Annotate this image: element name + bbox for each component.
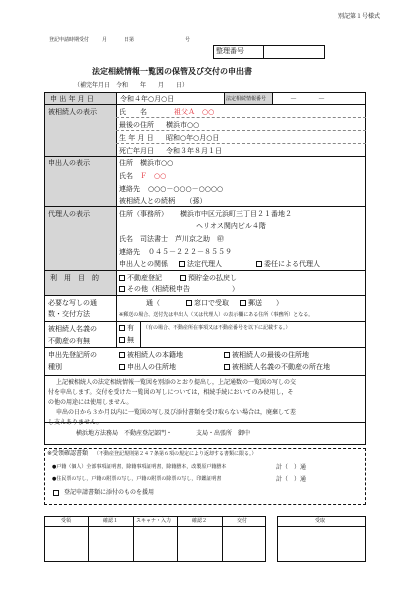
purpose-deposit-label: 預貯金の払戻し	[188, 274, 237, 282]
inheritance-info-number-label: 法定相続情報番号	[226, 96, 267, 102]
copies-note: ※郵送の場合、送付先は申出人（又は代理人）の表示欄にある住所（事務所）となる。	[119, 312, 314, 318]
form-title: 法定相続情報一覧図の保管及び交付の申出書	[92, 67, 252, 76]
office-property-location-checkbox[interactable]	[224, 364, 230, 370]
counter-pickup-checkbox[interactable]	[186, 300, 192, 306]
seiri-field[interactable]	[264, 46, 324, 58]
agent-address-value[interactable]: 横浜市中区元浜町三丁目２１番地２	[180, 210, 292, 218]
addressee: 横浜地方法務局 不動産登記部門・ 支局・出張所 御中	[76, 430, 251, 437]
legal-agent-checkbox[interactable]	[179, 261, 185, 267]
confirmation-line-1: ●戸籍（個人）全部事項証明書，除籍事項証明書，除籍謄本，改製原戸籍謄本	[52, 464, 227, 470]
declaration-line-3: の他の用途には使用しません。	[48, 399, 133, 406]
confirmation-line-2: ●住民票の写し，戸籍の附票の写し，戸籍の附票の除票の写し，印鑑証明書	[52, 476, 222, 482]
declaration-line-1: 上記被相続人の法定相続情報一覧図を別添のとおり提出し，上記通数の一覧図の写しの交	[56, 379, 297, 386]
reuse-documents-checkbox[interactable]	[53, 490, 59, 496]
inheritance-info-number-value[interactable]: － －	[290, 95, 325, 103]
receipt-day: 日第	[124, 37, 135, 43]
copies-label-line2: 数・交付方法	[48, 310, 90, 318]
agent-tel-value[interactable]: ０４５－２２２－８５５９	[148, 248, 232, 256]
agent-address-building[interactable]: ヘリオス関内ビル４階	[196, 222, 266, 230]
realestate-label-line2: 不動産の有無	[48, 337, 90, 345]
agent-name-label: 氏名	[119, 235, 133, 243]
office-last-address-label: 被相続人の最後の住所地	[232, 351, 309, 359]
decedent-name-label: 氏 名	[119, 108, 147, 116]
office-last-address-checkbox[interactable]	[224, 352, 230, 358]
counter-pickup-label: 窓口で受取	[194, 299, 229, 307]
realestate-yes-label: 有	[127, 324, 134, 332]
agent-tel-label: 連絡先	[119, 248, 140, 256]
purpose-other-checkbox[interactable]	[119, 286, 125, 292]
stamp-header-pickup: 受取	[315, 518, 326, 524]
confirmation-line-2-count[interactable]: 計（ ）通	[276, 476, 307, 483]
applicant-name-label: 氏名	[119, 172, 133, 180]
stamp-header-received: 受領	[61, 518, 72, 524]
decedent-birth-label: 生 年 月 日	[119, 134, 154, 142]
stamp-header-scan: スキャナ・入力	[136, 518, 172, 524]
agent-name-value[interactable]: 司法書士 芦川京之助 ㊞	[140, 235, 224, 243]
applicant-name-value[interactable]: Ｆ ○○	[140, 172, 167, 180]
realestate-label-line1: 被相続人名義の	[48, 325, 97, 333]
realestate-no-checkbox[interactable]	[119, 337, 125, 343]
form-id-label: 別記第１号様式	[338, 13, 381, 20]
seiri-label: 整理番号	[216, 47, 244, 55]
decedent-address-label: 最後の住所	[119, 121, 154, 129]
applicant-address-value[interactable]: 横浜市○○	[140, 159, 174, 167]
realestate-no-label: 無	[127, 336, 134, 344]
applicant-label: 申出人の表示	[48, 159, 90, 167]
copies-close-paren: ）	[276, 299, 283, 307]
applicant-relation[interactable]: 被相続人との続柄 （孫）	[119, 197, 207, 205]
receipt-month: 月	[102, 37, 108, 43]
mail-label: 郵送	[248, 299, 262, 307]
decedent-label: 被相続人の表示	[48, 108, 97, 116]
stamp-header-check1: 確認１	[103, 518, 119, 524]
decedent-address-value[interactable]: 横浜市○○	[166, 121, 200, 129]
confirmation-line-3: 登記申請書類に添付のものを援用	[64, 489, 155, 496]
legal-agent-label: 法定代理人	[187, 260, 222, 268]
decedent-death-label: 死亡年月日	[119, 147, 154, 155]
applicant-tel-value[interactable]: ○○○－○○○－○○○○	[148, 185, 224, 193]
delegated-agent-label: 委任による代理人	[264, 260, 320, 268]
purpose-deposit-checkbox[interactable]	[180, 275, 186, 281]
delegated-agent-checkbox[interactable]	[256, 261, 262, 267]
applicant-address-label: 住所	[119, 159, 133, 167]
office-applicant-address-label: 申出人の住所地	[127, 363, 176, 371]
office-label-line1: 申出先登記所の	[48, 351, 97, 359]
copies-count-value[interactable]: 通（	[146, 299, 160, 307]
office-label-line2: 種別	[48, 363, 62, 371]
stamp-header-check2: 確認２	[192, 518, 208, 524]
realestate-note: （有の場合、不動産所在事項又は不動産番号を以下に記載する。）	[143, 325, 291, 331]
receipt-label: 登記申請時期受付	[49, 37, 90, 43]
realestate-yes-checkbox[interactable]	[119, 325, 125, 331]
copies-label-line1: 必要な写しの通	[48, 299, 97, 307]
receipt-number: 号	[185, 37, 191, 43]
agent-address-label: 住所（事務所）	[119, 210, 168, 218]
date-label: 申 出 年 月 日	[50, 95, 94, 103]
disposal-notice-line-2: し支えありません。	[48, 419, 103, 426]
applicant-tel-label: 連絡先	[119, 185, 140, 193]
date-value[interactable]: 令和４年○月○日	[120, 95, 175, 103]
decedent-death-value[interactable]: 令和３年８月１日	[166, 147, 222, 155]
agent-relation-label: 申出人との関係	[119, 260, 168, 268]
decedent-name-value[interactable]: 祖父Ａ ○○	[174, 108, 215, 116]
office-applicant-address-checkbox[interactable]	[119, 364, 125, 370]
disposal-notice-line-1: 申出の日から３か月以内に一覧図の写し及び添付書類を受け取らない場合は，廃棄して差	[56, 409, 297, 416]
office-property-location-label: 被相続人名義の不動産の所在地	[232, 363, 330, 371]
stamp-header-issued: 交付	[237, 518, 248, 524]
purpose-other-label: その他（相続税申告 ）	[127, 285, 239, 293]
purpose-realestate-checkbox[interactable]	[119, 275, 125, 281]
declaration-line-2: 付を申出します。交付を受けた一覧図の写しについては，相続手続においてのみ使用し，そ	[48, 389, 294, 396]
purpose-realestate-label: 不動産登記	[127, 274, 162, 282]
agent-label: 代理人の表示	[48, 210, 90, 218]
decedent-birth-value[interactable]: 昭和○年○月○日	[166, 134, 220, 142]
confirmation-title-note: （不動産登記規則第２４７条第６項の規定により返却する書類に限る。）	[94, 451, 257, 457]
office-domicile-label: 被相続人の本籍地	[127, 351, 183, 359]
confirmation-line-1-count[interactable]: 計（ ）通	[276, 464, 307, 471]
purpose-label: 利 用 目 的	[50, 274, 99, 282]
mail-checkbox[interactable]	[240, 300, 246, 306]
confirmation-title: ※受領確認書類	[47, 450, 89, 457]
office-domicile-checkbox[interactable]	[119, 352, 125, 358]
supplement-date: （補完年月日 令和 年 月 日）	[74, 82, 189, 89]
